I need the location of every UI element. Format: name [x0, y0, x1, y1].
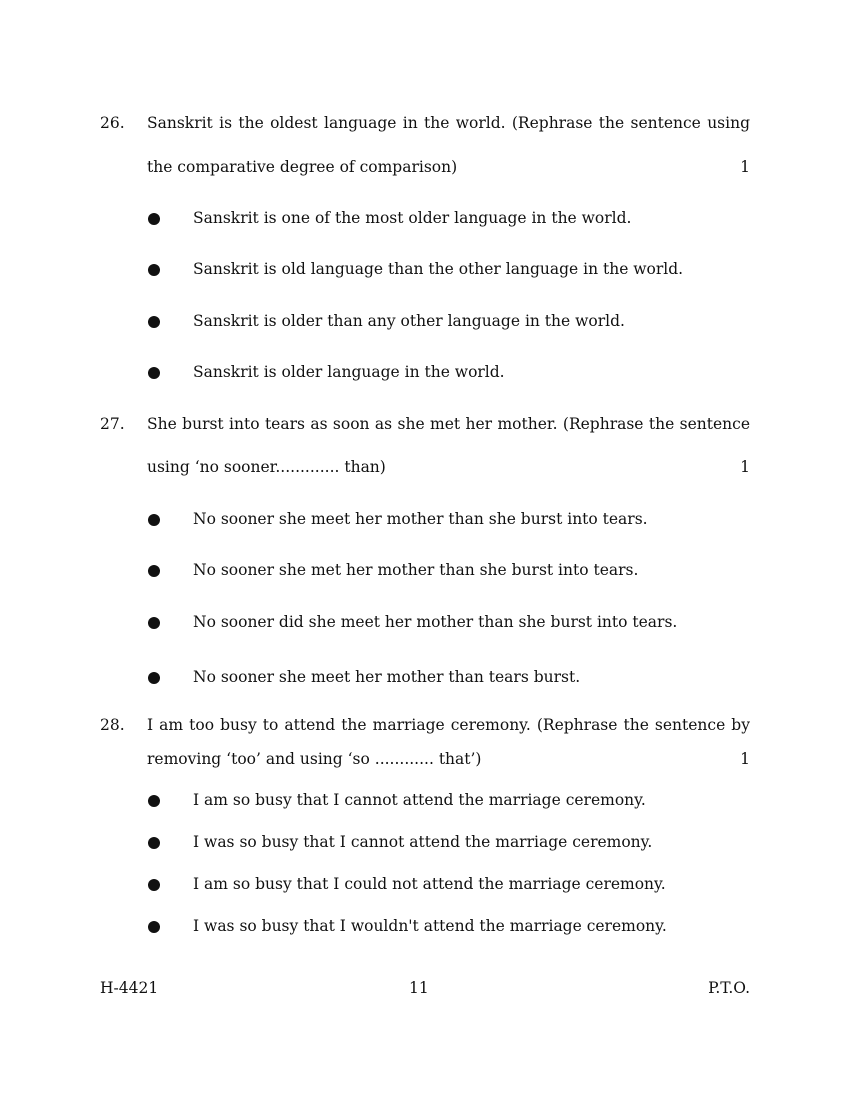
option-text: I am so busy that I could not attend the marriage ceremony. [193, 875, 666, 893]
question-number: 26. [100, 114, 125, 132]
option-text: No sooner she meet her mother than tears burst. [193, 668, 581, 686]
bullet-icon [148, 921, 160, 933]
option-text: No sooner she met her mother than she burst into tears. [193, 561, 639, 579]
bullet-icon [148, 795, 160, 807]
question-text-line1: She burst into tears as soon as she met her mother. (Rephrase the sentence [147, 415, 750, 433]
bullet-icon [148, 316, 160, 328]
question-marks: 1 [740, 750, 750, 768]
option-text: Sanskrit is older language in the world. [193, 363, 505, 381]
bullet-icon [148, 565, 160, 577]
paper-code: H-4421 [100, 979, 159, 997]
pto-label: P.T.O. [708, 979, 750, 997]
option-text: I was so busy that I cannot attend the marriage ceremony. [193, 833, 653, 851]
question-marks: 1 [740, 158, 750, 176]
question-text-line1: I am too busy to attend the marriage ceremony. (Rephrase the sentence by [147, 716, 750, 734]
option-text: I was so busy that I wouldn't attend the marriage ceremony. [193, 917, 667, 935]
page-number: 11 [409, 979, 429, 997]
bullet-icon [148, 672, 160, 684]
option-text: No sooner she meet her mother than she burst into tears. [193, 510, 648, 528]
question-text-line2: using ‘no sooner............. than) [147, 458, 386, 476]
question-text-line2: the comparative degree of comparison) [147, 158, 458, 176]
bullet-icon [148, 617, 160, 629]
bullet-icon [148, 213, 160, 225]
bullet-icon [148, 367, 160, 379]
bullet-icon [148, 837, 160, 849]
option-text: No sooner did she meet her mother than she burst into tears. [193, 613, 678, 631]
option-text: Sanskrit is older than any other language in the world. [193, 312, 625, 330]
bullet-icon [148, 264, 160, 276]
question-marks: 1 [740, 458, 750, 476]
question-number: 28. [100, 716, 125, 734]
question-number: 27. [100, 415, 125, 433]
option-text: Sanskrit is one of the most older language in the world. [193, 209, 632, 227]
question-text-line2: removing ‘too’ and using ‘so ............ that’) [147, 750, 482, 768]
question-text-line1: Sanskrit is the oldest language in the world. (Rephrase the sentence using [147, 114, 750, 132]
bullet-icon [148, 514, 160, 526]
option-text: Sanskrit is old language than the other language in the world. [193, 260, 684, 278]
option-text: I am so busy that I cannot attend the marriage ceremony. [193, 791, 646, 809]
bullet-icon [148, 879, 160, 891]
